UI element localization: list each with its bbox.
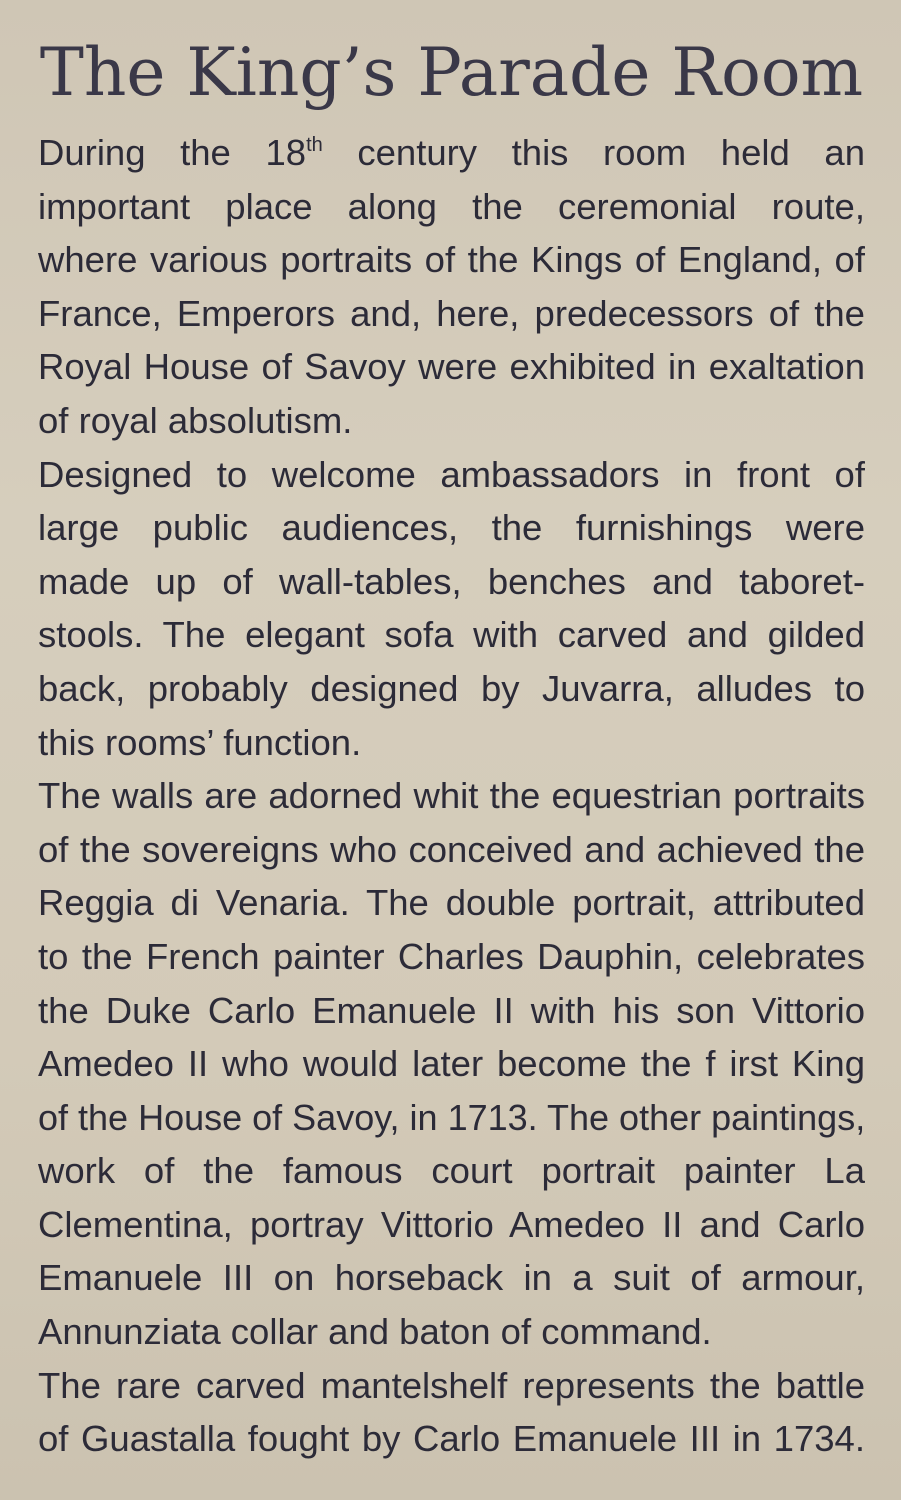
text-line: Reggia di Venaria. The double portrait, attributed	[38, 882, 865, 924]
text-line: of royal absolutism.	[38, 399, 353, 441]
text-line: France, Emperors and, here, predecessors of the	[38, 292, 865, 334]
text-line: The walls are adorned whit the equestrian portraits	[38, 775, 865, 817]
paragraph-mantelshelf	[38, 1359, 865, 1466]
text-line: large public audiences, the furnishings were	[38, 507, 865, 549]
panel-title: The King’s Parade Room	[39, 34, 864, 111]
text-line: Amedeo II who would later become the f irst King	[38, 1043, 865, 1085]
text-line: important place along the ceremonial route,	[38, 185, 865, 227]
text-line: back, probably designed by Juvarra, alludes to	[38, 667, 865, 709]
paragraph-furnishings	[38, 448, 865, 770]
text-line: Designed to welcome ambassadors in front of	[38, 453, 865, 495]
text-line: Clementina, portray Vittorio Amedeo II and Carlo	[38, 1203, 865, 1245]
text-line: work of the famous court portrait painter La	[38, 1150, 865, 1192]
text-line: stools. The elegant sofa with carved and gilded	[38, 614, 865, 656]
paragraph-portraits	[38, 769, 865, 1359]
text-line: Emanuele III on horseback in a suit of armour,	[38, 1257, 865, 1299]
text-line: made up of wall-tables, benches and taboret-	[38, 560, 865, 602]
text-line: During the 18th century this room held an	[38, 132, 865, 173]
text-line: this rooms’ function.	[38, 721, 362, 763]
text-line: Royal House of Savoy were exhibited in exaltation	[38, 346, 865, 388]
text-line: of the House of Savoy, in 1713. The other paintings,	[38, 1096, 865, 1138]
text-line: Annunziata collar and baton of command.	[38, 1311, 712, 1353]
text-line: where various portraits of the Kings of England, of	[38, 239, 865, 281]
text-line: of Guastalla fought by Carlo Emanuele III in 1734.	[38, 1418, 865, 1460]
text-line: The rare carved mantelshelf represents the battle	[38, 1364, 865, 1406]
text-line: of the sovereigns who conceived and achieved the	[38, 828, 865, 870]
text-line: to the French painter Charles Dauphin, celebrates	[38, 935, 865, 977]
text-line: the Duke Carlo Emanuele II with his son Vittorio	[38, 989, 865, 1031]
panel-body	[38, 126, 865, 1466]
paragraph-history	[38, 126, 865, 448]
